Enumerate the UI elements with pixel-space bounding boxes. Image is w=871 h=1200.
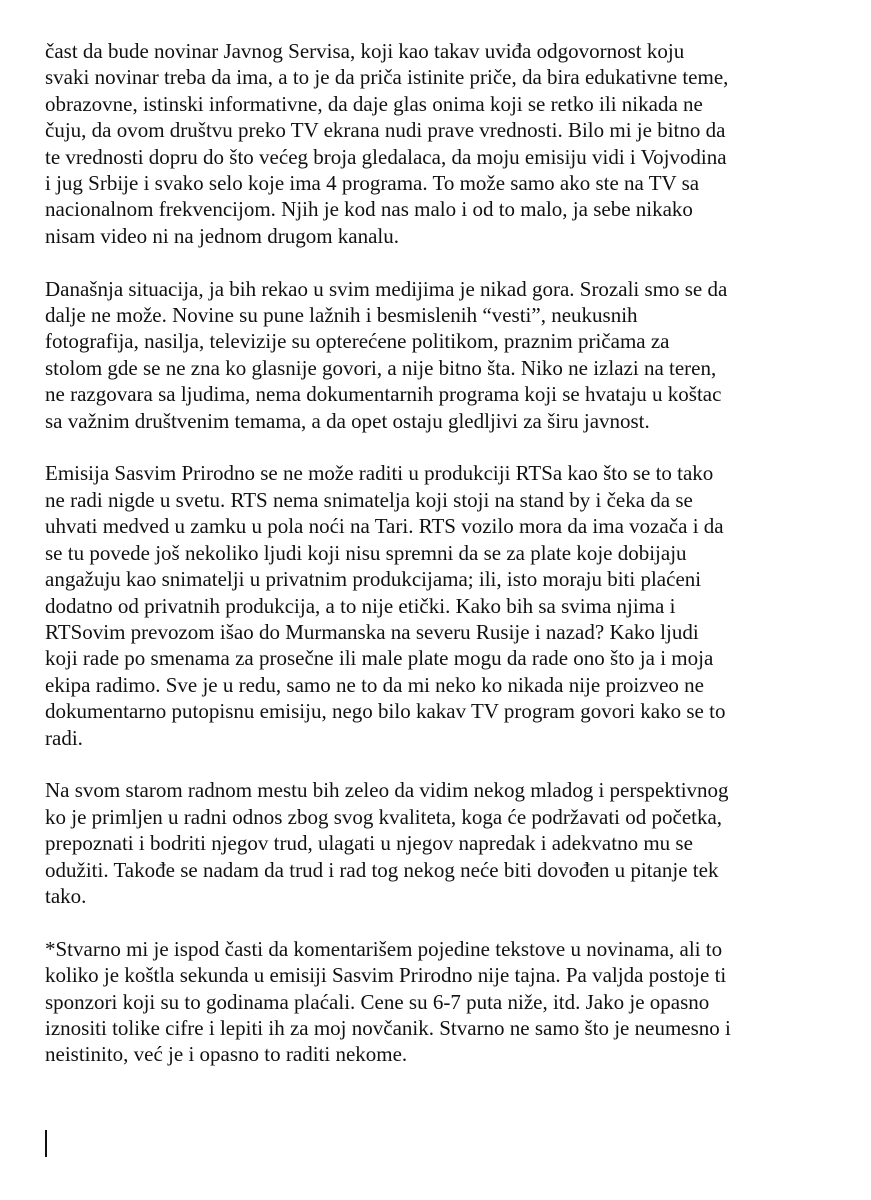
text-line: radi. <box>45 725 83 750</box>
text-line: čuju, da ovom društvu preko TV ekrana nudi prave vrednosti. Bilo mi je bitno da <box>45 118 726 143</box>
text-line: koliko je koštla sekunda u emisiji Sasvim Prirodno nije tajna. Pa valjda postoje ti <box>45 963 727 988</box>
text-line: neistinito, već je i opasno to raditi nekome. <box>45 1042 408 1067</box>
text-line: koji rade po smenama za prosečne ili male plate mogu da rade ono što ja i moja <box>45 646 714 671</box>
text-line: ko je primljen u radni odnos zbog svog kvaliteta, koga će podržavati od početka, <box>45 804 723 829</box>
text-line: se tu povede još nekoliko ljudi koji nisu spremni da se za plate koje dobijaju <box>45 540 687 565</box>
text-cursor[interactable] <box>45 1130 47 1157</box>
text-line: dokumentarno putopisnu emisiju, nego bilo kakav TV program govori kako se to <box>45 699 726 724</box>
text-line: tako. <box>45 883 87 908</box>
text-line: sa važnim društvenim temama, a da opet ostaju gledljivi za širu javnost. <box>45 408 650 433</box>
paragraph-5 <box>45 936 835 1068</box>
text-line: nisam video ni na jednom drugom kanalu. <box>45 223 400 248</box>
text-line: fotografija, nasilja, televizije su opterećene politikom, praznim pričama za <box>45 329 670 354</box>
text-line: nacionalnom frekvencijom. Njih je kod nas malo i od to malo, ja sebe nikako <box>45 197 693 222</box>
text-line: obrazovne, istinski informativne, da daje glas onima koji se retko ili nikada ne <box>45 91 703 116</box>
text-line: prepoznati i bodriti njegov trud, ulagati u njegov napredak i adekvatno mu se <box>45 831 693 856</box>
text-line: čast da bude novinar Javnog Servisa, koji kao takav uviđa odgovornost koju <box>45 39 685 63</box>
text-line: RTSovim prevozom išao do Murmanska na severu Rusije i nazad? Kako ljudi <box>45 619 699 644</box>
text-line: dodatno od privatnih produkcija, a to nije etički. Kako bih sa svima njima i <box>45 593 676 618</box>
text-line: *Stvarno mi je ispod časti da komentarišem pojedine tekstove u novinama, ali to <box>45 936 723 961</box>
text-line: svaki novinar treba da ima, a to je da priča istinite priče, da bira edukativne teme, <box>45 65 729 90</box>
text-line: angažuju kao snimatelji u privatnim produkcijama; ili, isto moraju biti plaćeni <box>45 567 702 592</box>
text-line: uhvati medved u zamku u pola noći na Tari. RTS vozilo mora da ima vozača i da <box>45 514 724 539</box>
text-line: ekipa radimo. Sve je u redu, samo ne to da mi neko ko nikada nije proizveo ne <box>45 672 704 697</box>
text-line: Današnja situacija, ja bih rekao u svim medijima je nikad gora. Srozali smo se da <box>45 276 728 301</box>
text-line: sponzori koji su to godinama plaćali. Cene su 6-7 puta niže, itd. Jako je opasno <box>45 989 710 1014</box>
text-line: iznositi tolike cifre i lepiti ih za moj novčanik. Stvarno ne samo što je neumesno i <box>45 1015 731 1040</box>
text-line: te vrednosti dopru do što većeg broja gledalaca, da moju emisiju vidi i Vojvodina <box>45 144 727 169</box>
paragraph-4 <box>45 777 835 909</box>
text-line: ne razgovara sa ljudima, nema dokumentarnih programa koji se hvataju u koštac <box>45 382 722 407</box>
paragraph-1 <box>45 38 835 249</box>
text-line: ne radi nigde u svetu. RTS nema snimatelja koji stoji na stand by i čeka da se <box>45 487 693 512</box>
text-line: Emisija Sasvim Prirodno se ne može raditi u produkciji RTSa kao što se to tako <box>45 461 714 486</box>
paragraph-3 <box>45 460 835 750</box>
text-line: Na svom starom radnom mestu bih zeleo da vidim nekog mladog i perspektivnog <box>45 778 729 803</box>
document-body[interactable] <box>45 38 835 1094</box>
paragraph-2 <box>45 276 835 434</box>
text-line: i jug Srbije i svako selo koje ima 4 programa. To može samo ako ste na TV sa <box>45 171 700 196</box>
text-line: dalje ne može. Novine su pune lažnih i besmislenih “vesti”, neukusnih <box>45 303 638 328</box>
text-line: stolom gde se ne zna ko glasnije govori, a nije bitno šta. Niko ne izlazi na teren, <box>45 355 717 380</box>
text-line: odužiti. Takođe se nadam da trud i rad tog nekog neće biti dovođen u pitanje tek <box>45 857 719 882</box>
